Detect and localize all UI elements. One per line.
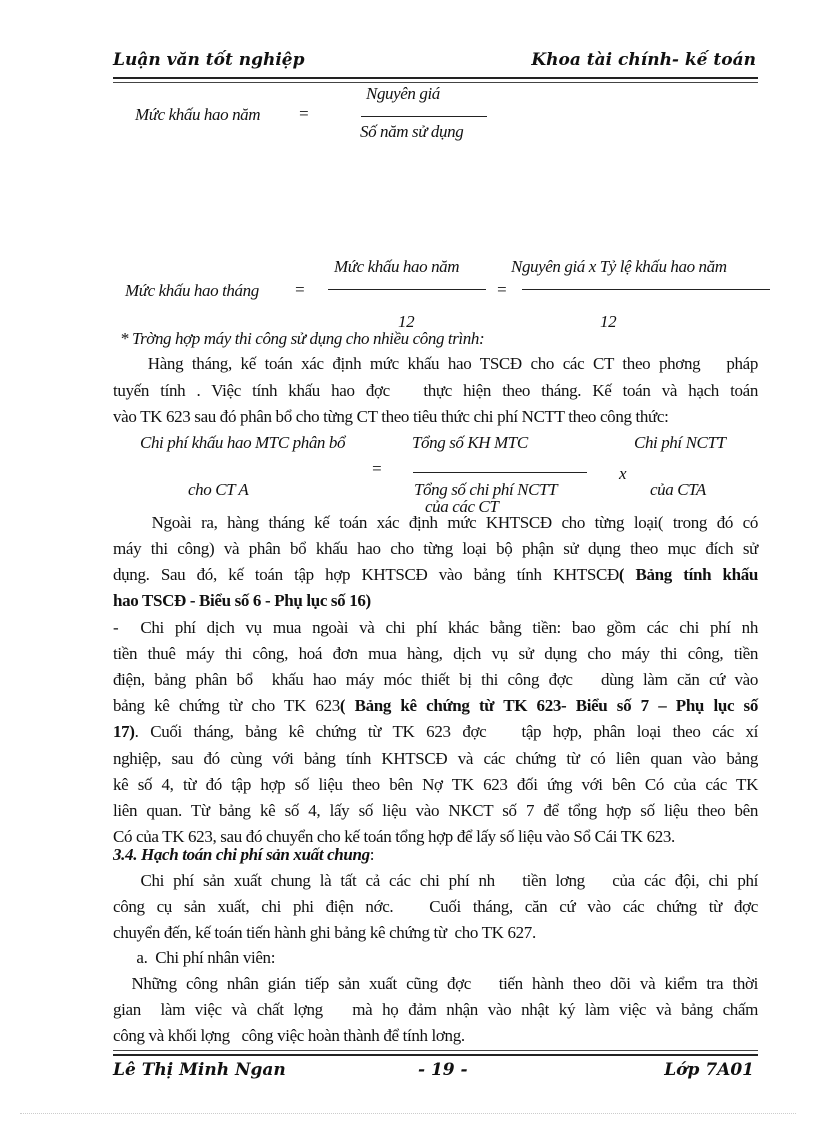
text-segment: công cụ sản xuất, chi phi điện nớc. Cuối tháng, căn cứ vào các chứng từ đợc (113, 897, 758, 916)
text-segment: liên quan. Từ bảng kê số 4, lấy số liệu vào NKCT số 7 để tổng hợp số liệu theo bên (113, 801, 758, 820)
footer-class: Lớp 7A01 (664, 1060, 754, 1080)
text-segment: bảng kê chứng từ cho TK 623 (113, 696, 340, 715)
label-line-1: Chi phí khấu hao MTC phân bổ (140, 433, 346, 452)
text-line (113, 565, 758, 589)
text-line (113, 775, 758, 799)
numerator-1: Mức khấu hao năm (334, 257, 460, 276)
text-line (113, 381, 758, 405)
bold-text: ( Bảng tính khấu (618, 565, 758, 584)
text-segment: Chi phí sản xuất chung là tất cả các chi phí nh tiền lơng của các đội, chi phí (113, 871, 758, 890)
formula-label: Mức khấu hao tháng (125, 281, 259, 300)
multiplier-line-1: Chi phí NCTT (634, 433, 726, 452)
fraction-bar-1 (328, 289, 486, 290)
text-segment: Những công nhân gián tiếp sản xuất cũng đợc tiến hành theo dõi và kiểm tra thời (113, 974, 758, 993)
multiply-sign: x (619, 464, 627, 483)
text-line (113, 644, 758, 668)
header-faculty: Khoa tài chính- kế toán (531, 50, 756, 70)
text-line (113, 618, 758, 642)
text-segment: gian làm việc và chất lợng mà họ đảm nhận vào nhật ký làm việc và bảng chấm (113, 1000, 758, 1019)
fraction-bar (413, 472, 587, 473)
text-line (113, 354, 758, 378)
text-line (113, 974, 758, 998)
text-segment: điện, bảng phân bổ khấu hao máy móc thiết bị thi công đợc dùng làm căn cứ vào (113, 670, 758, 689)
text-line (113, 591, 758, 615)
text-line (113, 1026, 758, 1050)
text-line (113, 696, 758, 720)
text-segment: Ngoài ra, hàng tháng kế toán xác định mức KHTSCĐ cho từng loại( trong đó có (113, 513, 758, 532)
bold-text: 17) (113, 722, 135, 741)
text-line (113, 845, 758, 869)
text-segment: kê số 4, từ đó tập hợp số liệu theo bên Nợ TK 623 đối ứng với bên Có của các TK (113, 775, 758, 794)
equals-sign: = (371, 459, 383, 478)
text-segment: . Cuối tháng, bảng kê chứng từ TK 623 đợc tập hợp, phân loại theo các xí (134, 722, 758, 741)
text-line (113, 407, 758, 431)
bold-text: hao TSCĐ - Biểu số 6 - Phụ lục số 16) (113, 591, 371, 610)
text-segment: - Chi phí dịch vụ mua ngoài và chi phí khác bằng tiền: bao gồm các chi phí nh (113, 618, 758, 637)
text-segment: : (369, 845, 375, 864)
bold-text: 3.4. Hạch toán chi phí sản xuất chung (113, 845, 370, 864)
footer-rule (113, 1054, 758, 1056)
text-line (113, 749, 758, 773)
text-segment: tuyến tính . Việc tính khấu hao đợc thực hiện theo tháng. Kế toán và hạch toán (113, 381, 758, 400)
denominator-2: 12 (600, 312, 617, 331)
text-segment: a. Chi phí nhân viên: (113, 948, 276, 967)
text-segment: Có của TK 623, sau đó chuyển cho kế toán tổng hợp để lấy số liệu vào Sổ Cái TK 623. (113, 827, 675, 846)
text-line (113, 948, 758, 972)
text-line (113, 1000, 758, 1024)
text-line (113, 923, 758, 947)
text-line (113, 897, 758, 921)
numerator: Nguyên giá (366, 84, 440, 103)
multiplier-line-2: của CTA (650, 480, 706, 499)
text-segment: chuyển đến, kế toán tiến hành ghi bảng kê chứng từ cho TK 627. (113, 923, 536, 942)
note-multiple-projects: * Trờng hợp máy thi công sử dụng cho nhiều công trình: (120, 329, 485, 348)
footer-author: Lê Thị Minh Ngan (113, 1060, 286, 1080)
text-segment: dụng. Sau đó, kế toán tập hợp KHTSCĐ vào bảng tính KHTSCĐ (113, 565, 619, 584)
text-line (113, 801, 758, 825)
formula-label: Mức khấu hao năm (135, 105, 261, 124)
text-segment: vào TK 623 sau đó phân bổ cho từng CT theo tiêu thức chi phí NCTT theo công thức: (113, 407, 669, 426)
denominator-line-1: Tổng số chi phí NCTT (414, 480, 558, 499)
equals-sign-2: = (496, 280, 508, 299)
page-number: - 19 - (418, 1060, 468, 1080)
bold-text: ( Bảng kê chứng từ TK 623- Biểu số 7 – Phụ lục số (339, 696, 758, 715)
header-rule (113, 77, 758, 79)
text-line (113, 513, 758, 537)
numerator-2: Nguyên giá x Tỷ lệ khấu hao năm (511, 257, 727, 276)
fraction-bar (361, 116, 487, 117)
page-bottom-edge (20, 1113, 796, 1114)
text-line (113, 722, 758, 746)
denominator: Số năm sử dụng (360, 122, 464, 141)
text-segment: Hàng tháng, kế toán xác định mức khấu hao TSCĐ cho các CT theo phơng pháp (113, 354, 758, 373)
text-line (113, 539, 758, 563)
text-segment: nghiệp, sau đó cùng với bảng tính KHTSCĐ và các chứng từ có liên quan vào bảng (113, 749, 758, 768)
equals-sign: = (294, 280, 306, 299)
numerator: Tổng số KH MTC (412, 433, 528, 452)
text-segment: tiền thuê máy thi công, hoá đơn mua hàng, dịch vụ sử dụng cho máy thi công, tiền (113, 644, 758, 663)
fraction-bar-2 (522, 289, 770, 290)
denominator-line-2: của các CT (425, 497, 499, 516)
footer-rule-thin (113, 1050, 758, 1051)
equals-sign: = (298, 104, 310, 123)
text-line (113, 871, 758, 895)
header-thesis-title: Luận văn tốt nghiệp (113, 50, 305, 70)
text-segment: công và khối lợng công việc hoàn thành để tính lơng. (113, 1026, 465, 1045)
header-rule-thin (113, 82, 758, 83)
text-line (113, 670, 758, 694)
denominator-1: 12 (398, 312, 415, 331)
label-line-2: cho CT A (188, 480, 249, 499)
text-segment: máy thi công) và phân bổ khấu hao cho từng loại bộ phận sử dụng theo mục đích sử (113, 539, 758, 558)
